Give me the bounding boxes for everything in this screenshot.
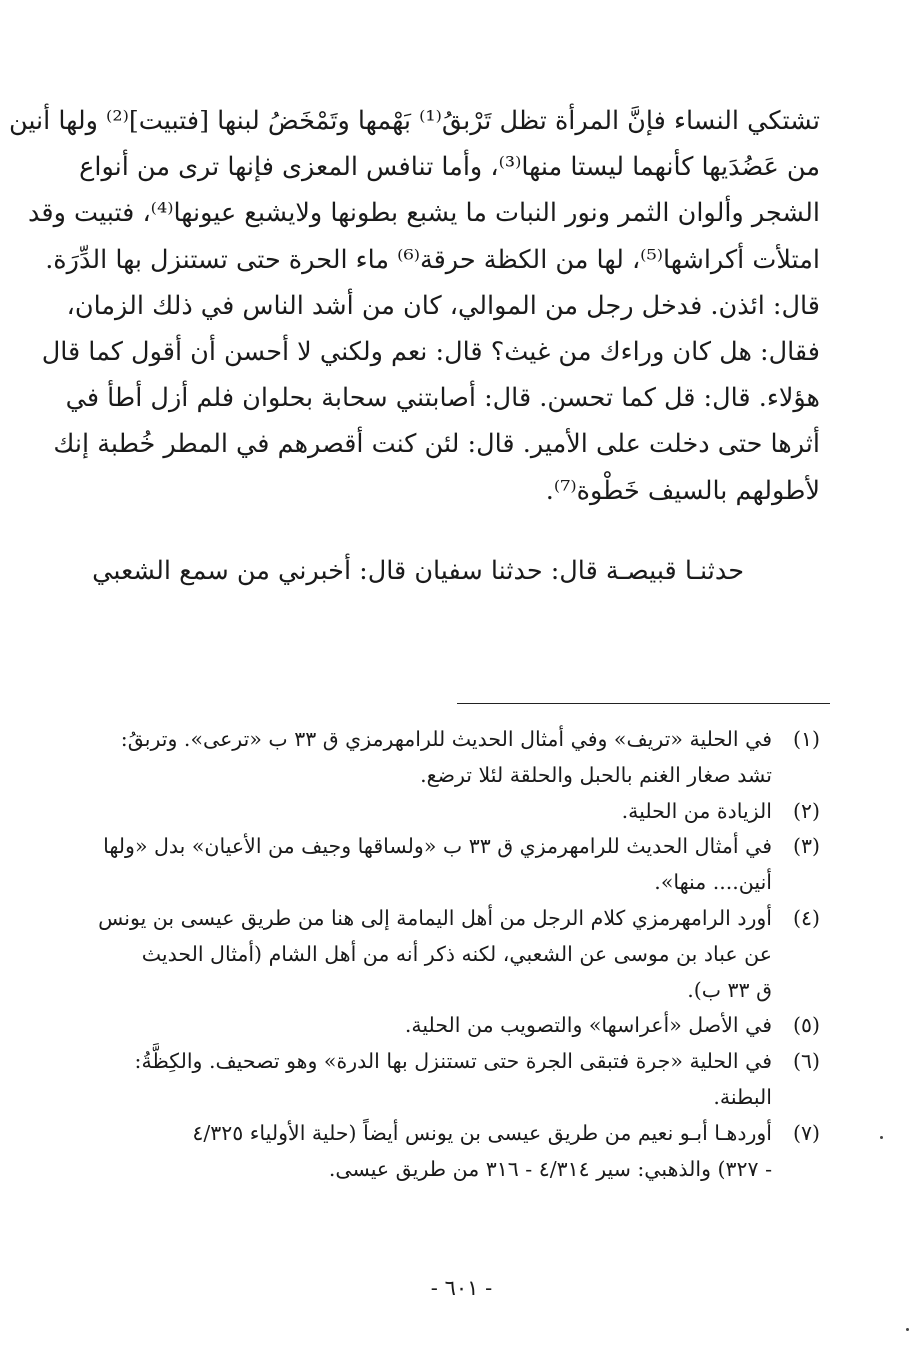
- footnote-6: [112, 1044, 820, 1116]
- footnote-number: (٤): [792, 905, 820, 930]
- main-text-line: هؤلاء. قال: قل كما تحسن. قال: أصابتني سحابة بحلوان فلم أزل أطأ في: [65, 383, 820, 414]
- footnote-3: [103, 829, 820, 901]
- footnote-separator: [457, 703, 830, 704]
- main-text-line: من عَضُدَيها كأنهما ليستا منها⁽³⁾، وأما تنافس المعزى فإنها ترى من أنواع: [79, 152, 820, 183]
- main-text-line: فقال: هل كان وراءك من غيث؟ قال: نعم ولكني لا أحسن أن أقول كما قال: [41, 337, 820, 368]
- footnotes-section: [98, 722, 820, 1187]
- narration-chain: حدثنـا قبيصـة قال: حدثنا سفيان قال: أخبرني من سمع الشعبي: [92, 556, 744, 586]
- scan-speck: [906, 1328, 909, 1331]
- main-text-line: لأطولهم بالسيف خَطْوة⁽⁷⁾.: [545, 475, 820, 506]
- main-text-line: أثرها حتى دخلت على الأمير. قال: لئن كنت أقصرهم في المطر خُطبة إنك: [53, 429, 820, 460]
- footnote-text: [112, 1044, 772, 1116]
- footnote-text: [98, 901, 772, 1008]
- footnote-number: (٢): [792, 798, 820, 823]
- footnote-1: [112, 722, 820, 794]
- footnote-text: [112, 1008, 772, 1044]
- footnote-line: في الحلية «تريف» وفي أمثال الحديث للرامهرمزي ق ٣٣ ب «ترعى». وتربقُ:: [120, 727, 772, 751]
- footnote-line: أورد الرامهرمزي كلام الرجل من أهل اليمامة إلى هنا من طريق عيسى بن يونس: [98, 905, 772, 930]
- page-number: - ٦٠١ -: [430, 1276, 493, 1300]
- main-text-line: الشجر وألوان الثمر ونور النبات ما يشبع بطونها ولايشبع عيونها⁽⁴⁾، فتبيت وقد: [28, 198, 820, 229]
- footnote-line: في الحلية «جرة فتبقى الجرة حتى تستنزل بها الدرة» وهو تصحيف. والكِظَّةُ:: [134, 1049, 772, 1074]
- footnote-line: - ٣٢٧) والذهبي: سير ٤/٣١٤ - ٣١٦ من طريق عيسى.: [328, 1156, 772, 1181]
- footnote-line: أوردهـا أبـو نعيم من طريق عيسى بن يونس أيضاً (حلية الأولياء ٤/٣٢٥: [192, 1120, 772, 1145]
- footnote-text: [112, 794, 772, 830]
- footnote-line: تشد صغار الغنم بالحبل والحلقة لئلا ترضع.: [420, 762, 772, 787]
- footnote-number: (٦): [792, 1049, 820, 1074]
- footnote-line: ق ٣٣ ب).: [687, 977, 772, 1002]
- main-text-line: تشتكي النساء فإنَّ المرأة تظل تَرْبقُ⁽¹⁾ بَهْمها وتَمْخَضُ لبنها [فتبيت]⁽²⁾ ولها أنين: [8, 106, 820, 136]
- footnote-number: (٧): [792, 1120, 820, 1145]
- main-text-block: [8, 98, 820, 514]
- footnote-text: [112, 722, 772, 794]
- main-text-line: قال: ائذن. فدخل رجل من الموالي، كان من أشد الناس في ذلك الزمان،: [66, 290, 820, 321]
- footnote-2: [112, 794, 820, 830]
- main-text-line: امتلأت أكراشها⁽⁵⁾، لها من الكظة حرقة⁽⁶⁾ ماء الحرة حتى تستنزل بها الدِّرَة.: [45, 244, 820, 275]
- footnote-line: الزيادة من الحلية.: [621, 798, 772, 823]
- scan-speck: [880, 1136, 883, 1139]
- footnote-5: [112, 1008, 820, 1044]
- footnote-4: [98, 901, 820, 1008]
- footnote-line: أنين.... منها».: [654, 870, 772, 895]
- footnote-number: (١): [792, 727, 820, 751]
- footnote-number: (٥): [792, 1013, 820, 1038]
- footnote-text: [112, 1116, 772, 1188]
- footnote-line: عن عباد بن موسى عن الشعبي، لكنه ذكر أنه من أهل الشام (أمثال الحديث: [141, 941, 772, 966]
- footnote-line: في أمثال الحديث للرامهرمزي ق ٣٣ ب «ولساقها وجيف من الأعيان» بدل «ولها: [103, 834, 772, 859]
- footnote-7: [112, 1116, 820, 1188]
- footnote-number: (٣): [792, 834, 820, 859]
- footnote-line: في الأصل «أعراسها» والتصويب من الحلية.: [404, 1013, 772, 1038]
- footnote-text: [103, 829, 772, 901]
- footnote-line: البطنة.: [713, 1084, 772, 1109]
